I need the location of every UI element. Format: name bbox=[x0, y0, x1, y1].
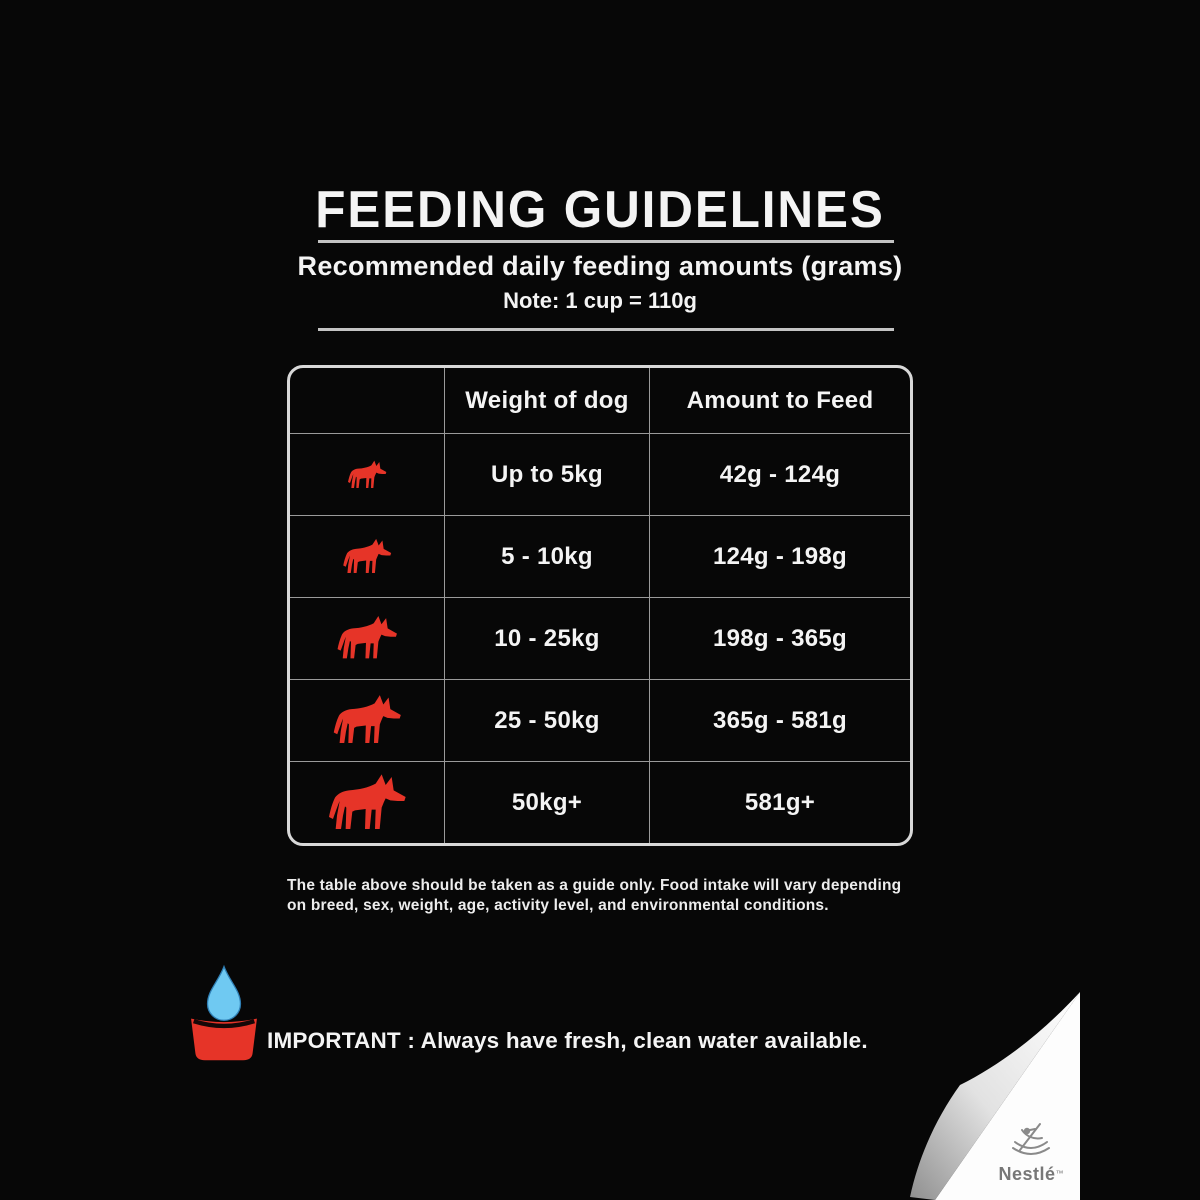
important-note: IMPORTANT : Always have fresh, clean water available. bbox=[267, 1028, 868, 1053]
dog-icon bbox=[336, 615, 398, 662]
subtitle: Recommended daily feeding amounts (grams) bbox=[297, 251, 903, 281]
dog-icon bbox=[327, 773, 407, 833]
table-row-1-amount: 42g - 124g bbox=[650, 433, 910, 515]
table-row-3-amount: 198g - 365g bbox=[650, 597, 910, 679]
table-row-1-icon-cell bbox=[290, 433, 445, 515]
cup-note: Note: 1 cup = 110g bbox=[503, 288, 697, 313]
page-title: FEEDING GUIDELINES bbox=[315, 181, 885, 239]
table-row-4-amount: 365g - 581g bbox=[650, 679, 910, 761]
table-row-1-weight: Up to 5kg bbox=[445, 433, 650, 515]
table-row-2-icon-cell bbox=[290, 515, 445, 597]
nestle-logo bbox=[986, 1120, 1076, 1185]
feeding-table bbox=[287, 365, 913, 846]
nestle-wordmark: Nestlé bbox=[998, 1164, 1056, 1184]
header-underline bbox=[318, 328, 894, 331]
trademark-symbol: ™ bbox=[1055, 1169, 1064, 1178]
water-bowl-droplet-icon bbox=[185, 963, 263, 1069]
dog-icon bbox=[332, 694, 402, 747]
table-row-3-icon-cell bbox=[290, 597, 445, 679]
header-cell-weight: Weight of dog bbox=[445, 368, 650, 433]
title-underline bbox=[318, 240, 894, 243]
table-row-5-amount: 581g+ bbox=[650, 761, 910, 843]
nestle-nest-icon bbox=[1006, 1120, 1056, 1162]
header-cell-icon-spacer bbox=[290, 368, 445, 433]
table-row-4-weight: 25 - 50kg bbox=[445, 679, 650, 761]
header-cell-amount: Amount to Feed bbox=[686, 386, 874, 414]
table-row-2-amount: 124g - 198g bbox=[650, 515, 910, 597]
dog-icon bbox=[342, 538, 392, 576]
guide-footnote: The table above should be taken as a guide only. Food intake will vary depending on breed, sex, weight, age, activity level, and environmental conditions. bbox=[287, 877, 902, 915]
table-row-3-weight: 10 - 25kg bbox=[445, 597, 650, 679]
table-row-4-icon-cell bbox=[290, 679, 445, 761]
water-droplet-icon bbox=[208, 967, 241, 1021]
dog-icon bbox=[347, 460, 387, 490]
table-row-2-weight: 5 - 10kg bbox=[445, 515, 650, 597]
table-row-5-icon-cell bbox=[290, 761, 445, 843]
table-row-5-weight: 50kg+ bbox=[445, 761, 650, 843]
